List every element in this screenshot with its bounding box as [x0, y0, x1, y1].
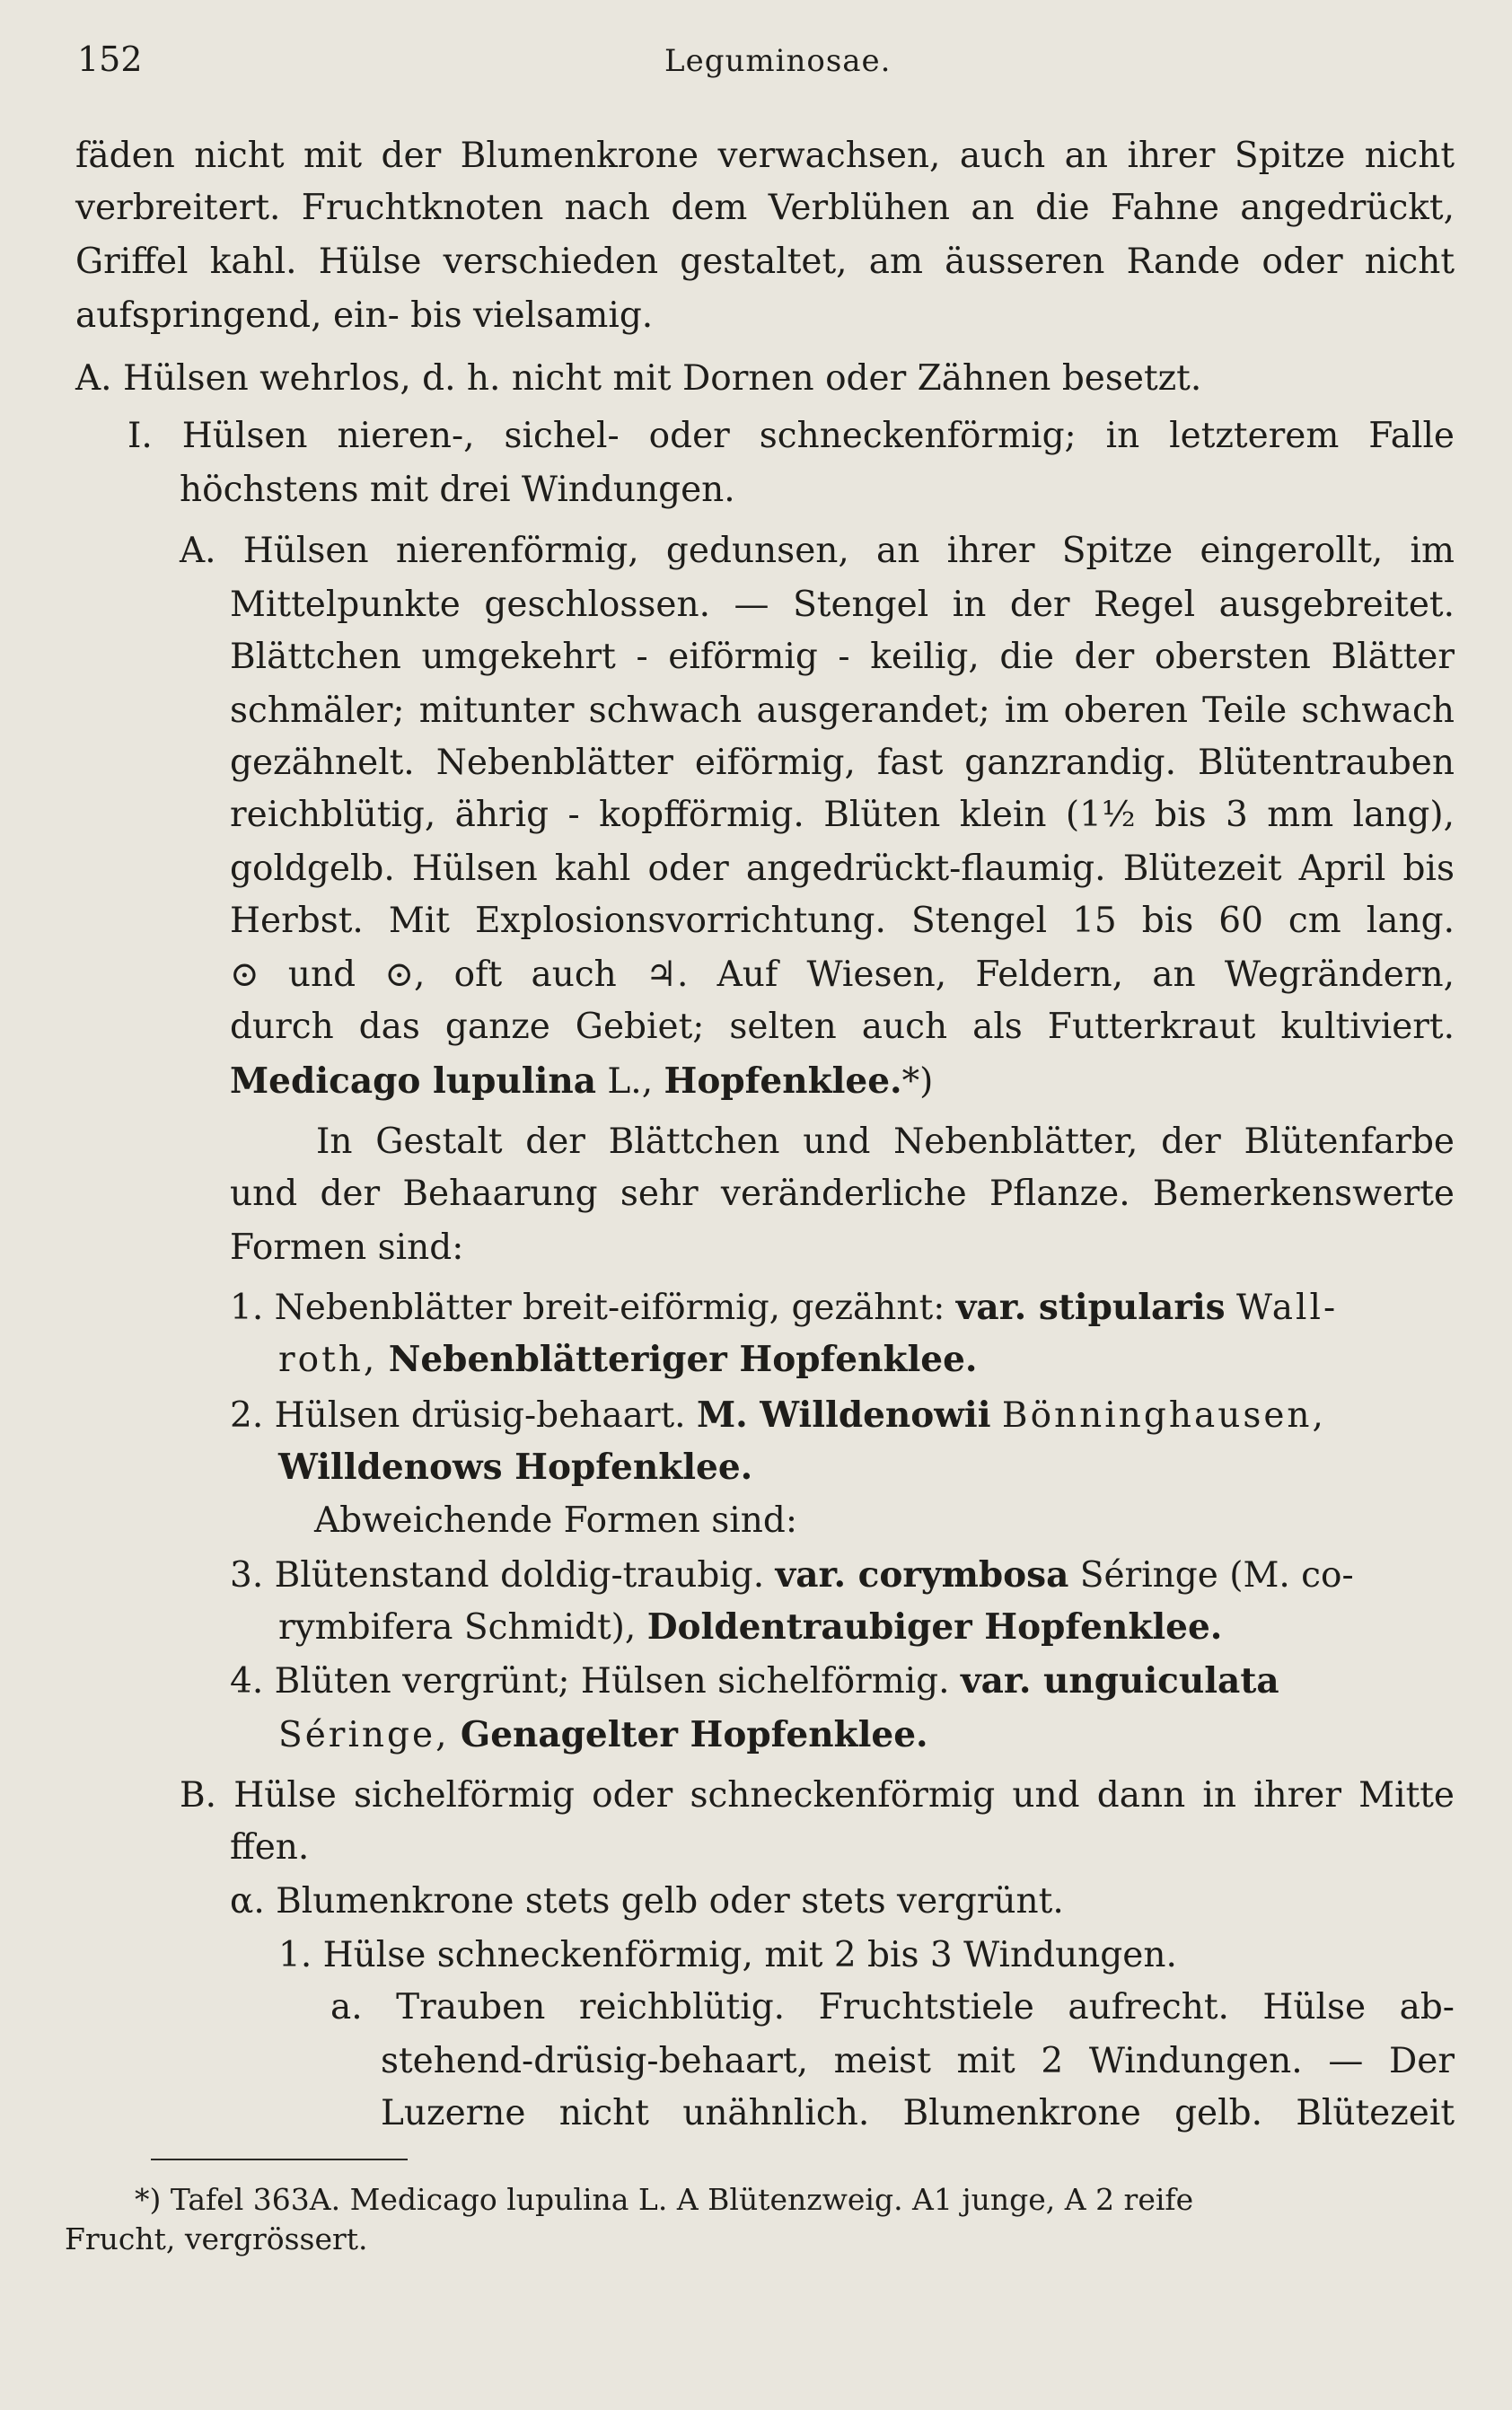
text-line: fäden nicht mit der Blumenkrone verwachsen, auch an ihrer Spitze nicht	[75, 136, 1455, 176]
text-line: aufspringend, ein- bis vielsamig.	[75, 295, 654, 336]
text-line: höchstens mit drei Windungen.	[180, 470, 735, 510]
species-author: L.,	[607, 1061, 654, 1102]
text-line: 1. Hülse schneckenförmig, mit 2 bis 3 Windungen.	[278, 1935, 1177, 1975]
running-title: Leguminosae.	[664, 43, 892, 79]
form-1-line-2	[278, 1338, 978, 1382]
text-line: und der Behaarung sehr veränderliche Pflanze. Bemerkenswerte	[230, 1174, 1455, 1214]
form-4-text: 4. Blüten vergrünt; Hülsen sichelförmig.	[230, 1661, 950, 1702]
text-line: Griffel kahl. Hülse verschieden gestaltet, am äusseren Rande oder nicht	[75, 242, 1455, 282]
form-1-author-cont: roth,	[278, 1340, 378, 1380]
form-3-synonym: rymbifera Schmidt),	[278, 1607, 637, 1648]
form-2-species: M. Willdenowii	[696, 1394, 991, 1436]
text-line: durch das ganze Gebiet; selten auch als Futterkraut kultiviert.	[230, 1007, 1455, 1047]
form-3-line	[230, 1553, 1354, 1597]
text-line: Formen sind:	[230, 1227, 464, 1268]
text-line: In Gestalt der Blättchen und Nebenblätter, der Blütenfarbe	[316, 1121, 1455, 1162]
form-3-text: 3. Blütenstand doldig-traubig.	[230, 1555, 765, 1596]
form-1-variety: var. stipularis	[955, 1287, 1226, 1328]
page-number: 152	[77, 40, 143, 79]
form-2-line	[230, 1394, 1326, 1438]
text-line: Blättchen umgekehrt - eiförmig - keilig, die der obersten Blätter	[230, 637, 1455, 677]
subsection-b-line: B. Hülse sichelförmig oder schneckenförmig und dann in ihrer Mitte	[180, 1775, 1455, 1816]
form-3-variety: var. corymbosa	[775, 1554, 1069, 1596]
text-line: a. Trauben reichblütig. Fruchtstiele aufrecht. Hülse ab-	[330, 1987, 1455, 2027]
footnote-line: Frucht, vergrössert.	[65, 2221, 368, 2256]
form-4-line-2	[278, 1713, 928, 1757]
species-line	[230, 1060, 933, 1104]
form-3-author: Séringe (M. co-	[1079, 1555, 1354, 1596]
form-2-text: 2. Hülsen drüsig-behaart.	[230, 1395, 686, 1436]
form-1-author: Wall-	[1236, 1288, 1339, 1328]
text-line: verbreitert. Fruchtknoten nach dem Verblühen an die Fahne angedrückt,	[75, 188, 1455, 228]
text-line: goldgelb. Hülsen kahl oder angedrückt-flaumig. Blütezeit April bis	[230, 849, 1455, 889]
text-line: Herbst. Mit Explosionsvorrichtung. Stengel 15 bis 60 cm lang.	[230, 901, 1455, 941]
subsection-a-line: A. Hülsen nierenförmig, gedunsen, an ihrer Spitze eingerollt, im	[180, 531, 1455, 571]
text-line: reichblütig, ährig - kopfförmig. Blüten klein (1½ bis 3 mm lang),	[230, 795, 1455, 835]
section-heading-i: I. Hülsen nieren-, sichel- oder schneckenförmig; in letzterem Falle	[127, 416, 1455, 456]
text-line: Luzerne nicht unähnlich. Blumenkrone gelb. Blütezeit	[381, 2093, 1455, 2133]
footnote-line: *) Tafel 363A. Medicago lupulina L. A Blütenzweig. A1 junge, A 2 reife	[135, 2182, 1194, 2217]
text-line: ⊙ und ⊙, oft auch ♃. Auf Wiesen, Feldern, an Wegrändern,	[230, 954, 1455, 995]
text-line: ffen.	[230, 1827, 310, 1868]
form-4-line	[230, 1659, 1279, 1703]
form-1-common-name: Nebenblätteriger Hopfenklee.	[388, 1339, 978, 1380]
text-line: Abweichende Formen sind:	[314, 1500, 798, 1541]
form-3-line-2	[278, 1605, 1222, 1649]
text-line: schmäler; mitunter schwach ausgerandet; im oberen Teile schwach	[230, 690, 1455, 731]
form-4-common-name: Genagelter Hopfenklee.	[460, 1714, 928, 1755]
form-2-author: Bönninghausen,	[1001, 1395, 1326, 1436]
form-2-common-name: Willdenows Hopfenklee.	[278, 1447, 753, 1488]
form-4-author: Séringe,	[278, 1715, 450, 1755]
footnote-divider	[151, 2159, 408, 2160]
form-1-text: 1. Nebenblätter breit-eiförmig, gezähnt:	[230, 1288, 945, 1328]
footnote-marker: *)	[901, 1061, 934, 1102]
page-header	[0, 40, 1512, 90]
form-3-common-name: Doldentraubiger Hopfenklee.	[646, 1606, 1223, 1648]
form-1-line	[230, 1286, 1455, 1330]
section-heading-a: A. Hülsen wehrlos, d. h. nicht mit Dornen oder Zähnen besetzt.	[75, 358, 1202, 399]
species-common-name: Hopfenklee.	[664, 1060, 902, 1102]
text-line: gezähnelt. Nebenblätter eiförmig, fast ganzrandig. Blütentrauben	[230, 743, 1455, 783]
text-line: Mittelpunkte geschlossen. — Stengel in der Regel ausgebreitet.	[230, 585, 1455, 625]
text-line: stehend-drüsig-behaart, meist mit 2 Windungen. — Der	[381, 2041, 1455, 2081]
form-4-variety: var. unguiculata	[960, 1660, 1279, 1702]
species-name: Medicago lupulina	[230, 1060, 596, 1102]
subsection-alpha-line: α. Blumenkrone stets gelb oder stets vergrünt.	[230, 1881, 1064, 1922]
